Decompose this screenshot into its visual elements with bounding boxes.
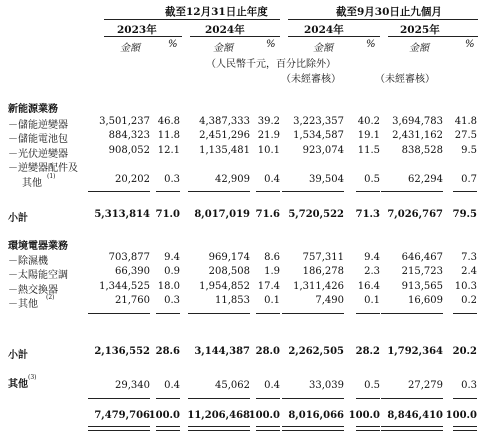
table-row-col-5: 0.5 [364,174,380,185]
total-row-col-4: 8,016,066 [288,410,344,421]
year-2024-annual: 2024年 [205,24,245,36]
total-row-col-1: 100.0 [148,410,180,421]
subtotal-row-1-col-3: 71.6 [255,209,280,220]
table-row-col-1: 9.4 [164,252,180,263]
total-double-rule [381,426,443,431]
footnote-3-mark: (3) [28,374,37,381]
table-row-col-3: 17.4 [257,281,280,292]
table-row-col-4: 186,278 [302,266,344,277]
table-row-col-7: 0.2 [461,295,477,306]
subtotal-rule [256,313,280,314]
subtotal-rule [88,191,150,192]
row-label: －太陽能空調 [8,270,68,281]
table-row-col-3: 10.1 [257,145,280,156]
total-double-rule [88,426,150,431]
table-row-col-4: 1,534,587 [293,130,344,141]
table-row-col-5: 11.5 [357,145,380,156]
subtotal-label-2: 小計 [8,350,28,361]
table-row-col-7: 0.7 [461,174,477,185]
subtotal-row-1-col-1: 71.0 [155,209,180,220]
year-rule-2024-annual [190,36,280,37]
table-row-col-7: 27.5 [454,130,477,141]
subtotal-rule [356,191,380,192]
table-row-col-0: 1,344,525 [99,281,150,292]
footnote-1-mark: (1) [47,173,56,180]
section-title-appliances: 環境電器業務 [8,241,68,252]
total-row-col-7: 100.0 [445,410,477,421]
subtotal-row-2-col-2: 3,144,387 [194,346,250,357]
table-row-col-4: 39,504 [309,174,344,185]
unaudited-note-1: （未經審核） [281,74,341,85]
table-row-col-1: 18.0 [157,281,180,292]
total-rule-top [453,398,477,399]
table-row-col-4: 7,490 [315,295,344,306]
table-row-col-2: 1,954,852 [199,281,250,292]
table-row-col-5: 9.4 [364,252,380,263]
subtotal-row-1-col-5: 71.3 [355,209,380,220]
table-row-col-3: 0.4 [264,174,280,185]
table-row-col-6: 913,565 [401,281,443,292]
subtotal-row-1-col-0: 5,313,814 [94,209,150,220]
table-row-col-2: 11,853 [215,295,250,306]
table-row-col-1: 0.3 [164,174,180,185]
subtotal-rule [188,191,250,192]
period-header-annual-rule [104,19,280,20]
subtotal-rule [282,191,344,192]
subtotal-row-2-col-6: 1,792,364 [387,346,443,357]
total-row-col-0: 7,479,706 [94,410,150,421]
table-row-col-5: 2.3 [364,266,380,277]
subtotal-row-2-col-1: 28.6 [155,346,180,357]
unit-note: （人民幣千元，百分比除外） [206,59,336,70]
table-row-col-2: 42,909 [215,174,250,185]
period-header-annual: 截至12月31日止年度 [165,6,268,18]
table-row-col-3: 1.9 [264,266,280,277]
other-row-col-5: 0.5 [364,380,380,391]
other-label: 其他 [8,379,28,390]
subtotal-rule [156,313,180,314]
row-label: －熱交換器 [8,285,58,296]
table-row-col-7: 10.3 [454,281,477,292]
total-rule-top [156,398,180,399]
row-label: －儲能電池包 [8,134,68,145]
table-row-col-0: 66,390 [115,266,150,277]
table-row-col-5: 19.1 [357,130,380,141]
subtotal-row-1-col-4: 5,720,522 [288,209,344,220]
total-double-rule [453,426,477,431]
other-row-col-2: 45,062 [215,380,250,391]
pct-header-2: % [266,39,276,50]
subtotal-rule [156,191,180,192]
other-row-col-1: 0.4 [164,380,180,391]
section-title-new-energy: 新能源業務 [8,104,58,115]
total-double-rule [356,426,380,431]
table-row-col-3: 39.2 [257,116,280,127]
table-row-col-2: 2,451,296 [199,130,250,141]
year-rule-2023 [104,36,182,37]
table-row-col-6: 838,528 [401,145,443,156]
subtotal-rule [453,191,477,192]
table-row-col-0: 20,202 [115,174,150,185]
subtotal-row-2-col-7: 20.2 [452,346,477,357]
total-double-rule [188,426,250,431]
total-rule-top [381,398,443,399]
subtotal-rule [282,313,344,314]
subtotal-row-2-col-0: 2,136,552 [94,346,150,357]
amount-header-2: 金額 [213,43,233,54]
table-row-col-5: 16.4 [357,281,380,292]
pct-header-4: % [465,39,475,50]
year-rule-2025 [388,36,478,37]
row-label: －其他 [8,299,38,310]
subtotal-rule [256,191,280,192]
table-row-col-1: 46.8 [157,116,180,127]
subtotal-rule [356,313,380,314]
other-row-col-6: 27,279 [408,380,443,391]
total-row-col-2: 11,206,468 [187,410,250,421]
table-row-col-1: 11.8 [157,130,180,141]
other-row-col-0: 29,340 [115,380,150,391]
table-row-col-4: 757,311 [302,252,344,263]
table-row-col-3: 21.9 [257,130,280,141]
subtotal-rule [453,313,477,314]
row-label-cont: 其他 [22,178,42,189]
table-row-col-5: 40.2 [357,116,380,127]
subtotal-rule [188,313,250,314]
other-row-col-3: 0.4 [264,380,280,391]
amount-header-4: 金額 [409,43,429,54]
year-2025: 2025年 [400,24,440,36]
pct-header-1: % [168,39,178,50]
year-2023: 2023年 [117,24,157,36]
period-header-nine-months-rule [288,19,478,20]
subtotal-row-2-col-3: 28.0 [255,346,280,357]
subtotal-row-1-col-6: 7,026,767 [387,209,443,220]
subtotal-label-1: 小計 [8,213,28,224]
subtotal-row-2-col-4: 2,262,505 [288,346,344,357]
table-row-col-2: 208,508 [208,266,250,277]
table-row-col-6: 2,431,162 [392,130,443,141]
table-row-col-6: 16,609 [408,295,443,306]
total-rule-top [282,398,344,399]
subtotal-rule [88,313,150,314]
total-rule-top [188,398,250,399]
row-label: －光伏逆變器 [8,149,68,160]
subtotal-rule [381,313,443,314]
total-rule-top [356,398,380,399]
table-row-col-0: 3,501,237 [99,116,150,127]
total-row-col-5: 100.0 [348,410,380,421]
row-label: －逆變器配件及 [8,163,78,174]
table-row-col-7: 2.4 [461,266,477,277]
table-row-col-1: 0.9 [164,266,180,277]
table-row-col-6: 646,467 [401,252,443,263]
table-row-col-1: 12.1 [157,145,180,156]
table-row-col-6: 3,694,783 [392,116,443,127]
total-row-col-3: 100.0 [248,410,280,421]
total-double-rule [282,426,344,431]
table-row-col-0: 21,760 [115,295,150,306]
year-2024-nine-months: 2024年 [304,24,344,36]
table-row-col-2: 969,174 [208,252,250,263]
table-row-col-4: 923,074 [302,145,344,156]
unaudited-note-2: （未經審核） [375,74,435,85]
table-row-col-0: 884,323 [108,130,150,141]
table-row-col-0: 703,877 [108,252,150,263]
subtotal-rule [381,191,443,192]
total-double-rule [156,426,180,431]
table-row-col-7: 7.3 [461,252,477,263]
other-row-col-7: 0.3 [461,380,477,391]
total-rule-top [256,398,280,399]
total-row-col-6: 8,846,410 [387,410,443,421]
table-row-col-4: 1,311,426 [293,281,344,292]
subtotal-row-1-col-2: 8,017,019 [194,209,250,220]
table-row-col-7: 41.8 [454,116,477,127]
table-row-col-6: 62,294 [408,174,443,185]
table-row-col-0: 908,052 [108,145,150,156]
table-row-col-2: 1,135,481 [199,145,250,156]
amount-header-1: 金額 [120,43,140,54]
table-row-col-3: 8.6 [264,252,280,263]
table-row-col-4: 3,223,357 [293,116,344,127]
subtotal-row-2-col-5: 28.2 [355,346,380,357]
total-double-rule [256,426,280,431]
row-label: －除濕機 [8,256,48,267]
footnote-2-mark: (2) [46,294,55,301]
row-label: －儲能逆變器 [8,120,68,131]
amount-header-3: 金額 [313,43,333,54]
subtotal-row-1-col-7: 79.5 [452,209,477,220]
table-row-col-7: 9.5 [461,145,477,156]
table-row-col-3: 0.1 [264,295,280,306]
other-row-col-4: 33,039 [309,380,344,391]
table-row-col-5: 0.1 [364,295,380,306]
period-header-nine-months: 截至9月30日止九個月 [336,6,442,18]
total-rule-top [88,398,150,399]
table-row-col-2: 4,387,333 [199,116,250,127]
table-row-col-1: 0.3 [164,295,180,306]
year-rule-2024-nine-months [288,36,380,37]
table-row-col-6: 215,723 [401,266,443,277]
pct-header-3: % [366,39,376,50]
